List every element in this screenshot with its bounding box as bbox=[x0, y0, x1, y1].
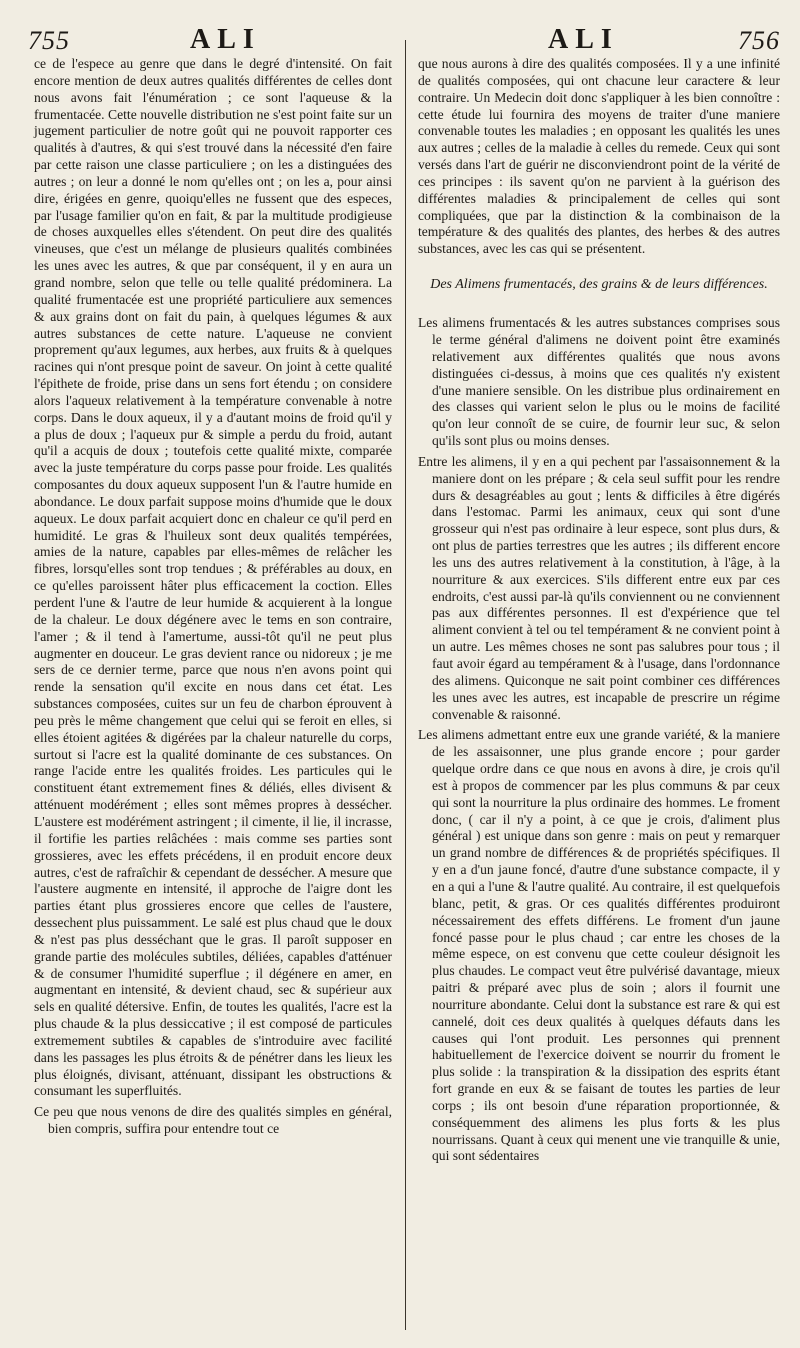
right-paragraph-1: Les alimens frumentacés & les autres substances comprises sous le terme général d'alimens ne doivent point être examinés relativement aux différentes qualités que nous avons distinguées ci-dessus, à moins que ces qualités n'y existent d'une maniere sensible. On les distribue plus ordinairement en des classes qui varient selon le plus ou le moins de facilité qu'on leur connoît de se cuire, de fournir leur suc, & selon qu'ils sont plus ou moins denses. bbox=[418, 315, 780, 449]
right-headword: ALI bbox=[548, 24, 619, 55]
right-intro-paragraph: que nous aurons à dire des qualités composées. Il y a une infinité de qualités composées, qui ont chacune leur caractere & leur contraire. Un Medecin doit donc s'appliquer à les bien connoître : cette étude lui fournira des moyens de traiter d'une maniere convenable toutes les maladies ; en opposant les qualités les unes aux autres ; celles de la maladie à celles du remede. Ceux qui sont versés dans l'art de guérir ne disconviendront point de la vérité de ces principes : ils savent qu'on ne parvient à la guérison des différentes maladies & principalement de celles qui sont compliquées, que par la distinction & la combinaison de la température & des qualités des plantes, des herbes & des autres substances, avec les cas qui se présentent. bbox=[418, 56, 780, 257]
left-headword: ALI bbox=[190, 24, 261, 55]
left-paragraph-2: Ce peu que nous venons de dire des qualités simples en général, bien compris, suffira pour entendre tout ce bbox=[34, 1104, 392, 1137]
left-page-number: 755 bbox=[28, 26, 70, 55]
left-paragraph-1: ce de l'espece au genre que dans le degré d'intensité. On fait encore mention de deux autres qualités différentes de celles dont nous avons fait l'énumération ; ce sont l'aqueuse & la frumentacée. Cette nouvelle distribution ne s'est point faite sur un jugement particulier de notre goût qui ne pouvoit rapporter ces qualités à d'autres, & qui s'est trouvé dans la nécessité d'en faire par cette raison une classe particuliere ; on les a distinguées des autres ; on leur a donné le nom qu'elles ont ; on les a, pour ainsi dire, érigées en genre, quoiqu'elles ne fussent que des especes, par l'usage familier qu'on en fait, & par la multitude prodigieuse de choses auxquelles elles s'étendent. On peut dire des qualités vineuses, que c'est un mélange de plusieurs qualités combinées les unes avec les autres, & que par conséquent, il y en aura un grand nombre, selon que telle ou telle qualité prédominera. La qualité frumentacée est une propriété particuliere aux semences & aux grains dont on fait du pain, à quelques légumes & aux autres substances de cette nature. L'aqueuse ne convient proprement qu'aux legumes, aux herbes, aux fruits & à quelques racines qui n'ont presque point de saveur. On joint à cette qualité l'épithete de froide, prise dans un sens fort étendu ; on considere alors l'aqueux relativement à la température convenable à notre corps. Dans le doux aqueux, il y a d'autant moins de froid qu'il y a plus de doux ; l'aqueux pur & simple a perdu du froid, autant qu'il a acquis de doux ; toutefois cette qualité mixte, comparée avec la juste température du corps passe pour froide. Les qualités composantes du doux aqueux supposent l'un & l'autre humide en abondance. Le doux parfait suppose moins d'humide que le doux aqueux. Le doux parfait acquiert donc en chaleur ce qu'il perd en humidité. Le gras & l'huileux sont deux qualités tempérées, amies de la nature, capables par elles-mêmes de relâcher les fibres, lorsqu'elles sont trop tendues ; & préférables au doux, en ce qu'elles paroissent hâter plus efficacement la coction. Elles perdent l'une & l'autre de leur humide & acquierent à la longue de la chaleur. Le doux dégénere avec le tems en son contraire, l'amer ; & il tend à l'amertume, aussi-tôt qu'il ne peut plus augmenter en douceur. Le gras devient rance ou nidoreux ; je me sers de ce dernier terme, parce que nous n'en avons point qui rende la sensation qu'il excite en nous dans cet état. Les substances composées, cuites sur un feu de charbon éprouvent à peu près le même changement que celui qui se feroit en elles, si elles étoient agitées & digérées par la chaleur naturelle du corps, surtout si l'acre est la qualité dominante de ces substances. On range l'acide entre les qualités froides. Les particules qui le constituent étant extremement fines & déliés, elles divisent & atténuent modérément ; elles sont mêmes propres à dessécher. L'austere est modérément astringent ; il cimente, il lie, il incrasse, il fortifie les parties relâchées : mais comme ses parties sont grossieres, avec les effets précédens, il en produit encore deux autres, c'est de rafraîchir & cependant de dessécher. A mesure que l'austere augmente en intensité, il approche de l'aigre dont les parties étant plus grossieres encore que celles de l'austere, dessechent plus puissamment. Le salé est plus chaud que le doux & n'est pas plus desséchant que le gras. Il paroît supposer en grande partie des molécules subtiles, déliées, capables d'atténuer & de consumer l'humidité superflue ; il dégénere en amer, en augmentant en intensité, & devient chaud, sec & supérieur aux sels en qualité détersive. Enfin, de toutes les qualités, l'acre est la plus chaude & la plus dessiccative ; il est composé de particules extremement subtiles & capables de s'introduire avec facilité dans les passages les plus étroits & de pénétrer dans les lieux les plus éloignés, divisant, atténuant, dissipant les obstructions & consumant les superfluités. bbox=[34, 56, 392, 1099]
right-paragraph-3: Les alimens admettant entre eux une grande variété, & la maniere de les assaisonner, une plus grande encore ; pour garder quelque ordre dans ce que nous en avons à dire, je crois qu'il est à propos de commencer par les plus communs & par ceux qui sont la nourriture la plus ordinaire des hommes. Le froment donc, ( car il n'y a point, à ce que je crois, d'aliment plus général ) est unique dans son genre : mais on peut y remarquer un grand nombre de différences & de propriétés spécifiques. Il y en a d'un jaune foncé, d'autre d'une substance compacte, il y en a qui a l'une & l'autre qualité. Au contraire, il est quelquefois blanc, petit, & gras. Or ces qualités différentes produiront nécessairement des effets différens. Le froment d'un jaune foncé passe pour le plus chaud ; car entre les choses de la même espece, on est convenu que cette couleur désignoit les plus chaudes. Le compact veut être pulvérisé davantage, mieux paitri & préparé avec plus de soin ; alors il fournit une nourriture abondante. Celui dont la substance est rare & qui est cannelé, doit ces deux qualités à quelques défauts dans les causes qui l'ont produit. Les personnes qui prennent habituellement de l'exercice doivent se nourrir du froment le plus solide : la transpiration & la dissipation des esprits étant fort grande en eux & se faisant de toutes les parties de leur corps ; ils ont besoin d'une réparation proportionnée, & conséquemment des alimens les plus forts & les plus nourrissans. Quant à ceux qui menent une vie tranquille & unie, qui sont sédentaires bbox=[418, 727, 780, 1164]
section-heading: Des Alimens frumentacés, des grains & de leurs différences. bbox=[430, 277, 768, 293]
column-divider bbox=[405, 40, 406, 1330]
right-paragraph-2: Entre les alimens, il y en a qui pechent par l'assaisonnement & la maniere dont on les prépare ; & cela seul suffit pour les rendre durs & desagréables au gout ; lents & difficiles à être digérés dans l'estomac. Parmi les animaux, ceux qui sont d'une grosseur qui n'est pas ordinaire à leur espece, sont plus durs, & ont plus de parties terrestres que les autres ; ils different encore les uns des autres relativement à la constitution, à l'âge, à la nourriture & aux exercices. S'ils different entre eux par ces endroits, c'est aussi par-là qu'ils conviennent ou ne conviennent pas aux différentes personnes. Il est d'expérience que tel aliment convient à tel ou tel tempérament & ne convient point à un autre. Les mêmes choses ne sont pas salubres pour tous ; il faut avoir égard au tempérament & à l'usage, dans l'ordonnance des alimens. Quiconque ne sait point combiner ces différences les unes avec les autres, est incapable de prescrire un régime convenable & raisonné. bbox=[418, 453, 780, 722]
right-column bbox=[418, 56, 780, 1165]
left-column bbox=[34, 56, 392, 1138]
right-page-number: 756 bbox=[738, 26, 780, 55]
running-header bbox=[0, 20, 800, 60]
